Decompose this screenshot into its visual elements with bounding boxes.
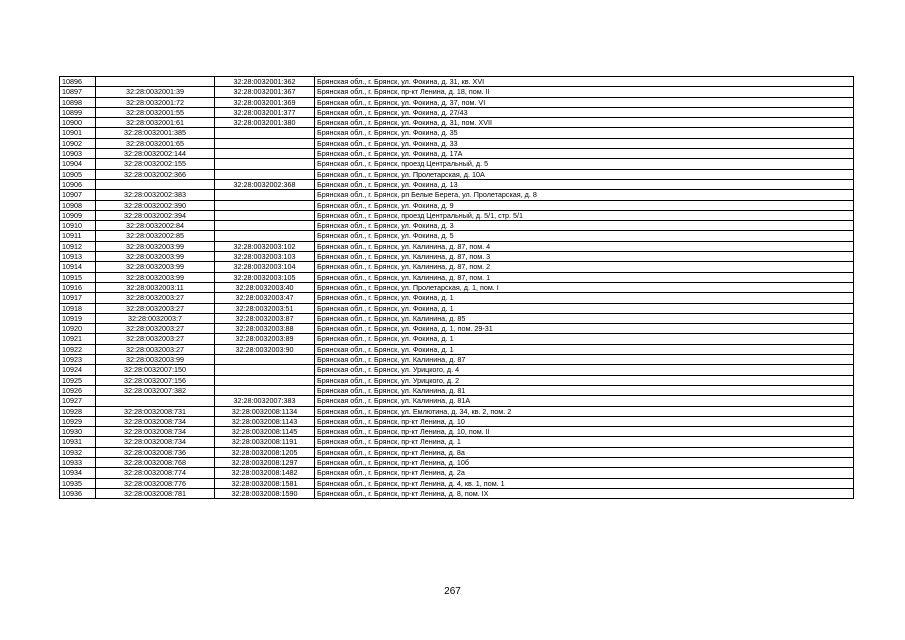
address-cell: Брянская обл., г. Брянск, проезд Центральный, д. 5/1, стр. 5/1: [315, 210, 854, 220]
address-cell: Брянская обл., г. Брянск, ул. Фокина, д. 27/43: [315, 107, 854, 117]
address-cell: Брянская обл., г. Брянск, ул. Фокина, д. 13: [315, 179, 854, 189]
table-row: [60, 272, 854, 282]
parcel-number-cell: 32:28:0032003:99: [96, 241, 215, 251]
parcel-number-cell: 32:28:0032008:774: [96, 468, 215, 478]
table-row: [60, 118, 854, 128]
object-number-cell: [215, 169, 315, 179]
table-row: [60, 488, 854, 498]
object-number-cell: 32:28:0032003:47: [215, 293, 315, 303]
parcel-number-cell: 32:28:0032001:72: [96, 97, 215, 107]
table-row: [60, 262, 854, 272]
parcel-number-cell: 32:28:0032008:734: [96, 416, 215, 426]
row-number-cell: 10897: [60, 87, 96, 97]
row-number-cell: 10921: [60, 334, 96, 344]
parcel-number-cell: 32:28:0032008:781: [96, 488, 215, 498]
address-cell: Брянская обл., г. Брянск, ул. Фокина, д. 1, пом. 29-31: [315, 324, 854, 334]
row-number-cell: 10930: [60, 427, 96, 437]
row-number-cell: 10916: [60, 282, 96, 292]
parcel-number-cell: 32:28:0032001:61: [96, 118, 215, 128]
parcel-number-cell: 32:28:0032003:27: [96, 344, 215, 354]
parcel-number-cell: 32:28:0032008:734: [96, 437, 215, 447]
parcel-number-cell: 32:28:0032008:776: [96, 478, 215, 488]
object-number-cell: 32:28:0032003:102: [215, 241, 315, 251]
object-number-cell: 32:28:0032008:1145: [215, 427, 315, 437]
address-cell: Брянская обл., г. Брянск, ул. Фокина, д. 33: [315, 138, 854, 148]
table-row: [60, 365, 854, 375]
row-number-cell: 10925: [60, 375, 96, 385]
address-cell: Брянская обл., г. Брянск, ул. Фокина, д. 1: [315, 303, 854, 313]
object-number-cell: 32:28:0032003:104: [215, 262, 315, 272]
table-row: [60, 210, 854, 220]
object-number-cell: [215, 149, 315, 159]
parcel-number-cell: 32:28:0032003:27: [96, 334, 215, 344]
address-cell: Брянская обл., г. Брянск, ул. Фокина, д. 35: [315, 128, 854, 138]
object-number-cell: 32:28:0032003:90: [215, 344, 315, 354]
row-number-cell: 10931: [60, 437, 96, 447]
parcel-number-cell: [96, 77, 215, 87]
address-cell: Брянская обл., г. Брянск, ул. Калинина, д. 87, пом. 2: [315, 262, 854, 272]
object-number-cell: [215, 385, 315, 395]
address-cell: Брянская обл., г. Брянск, пр-кт Ленина, д. 10, пом. II: [315, 427, 854, 437]
row-number-cell: 10935: [60, 478, 96, 488]
object-number-cell: 32:28:0032001:362: [215, 77, 315, 87]
row-number-cell: 10924: [60, 365, 96, 375]
row-number-cell: 10920: [60, 324, 96, 334]
row-number-cell: 10896: [60, 77, 96, 87]
parcel-number-cell: 32:28:0032003:99: [96, 252, 215, 262]
table-row: [60, 457, 854, 467]
table-row: [60, 87, 854, 97]
object-number-cell: 32:28:0032003:103: [215, 252, 315, 262]
row-number-cell: 10910: [60, 221, 96, 231]
address-cell: Брянская обл., г. Брянск, ул. Фокина, д. 1: [315, 334, 854, 344]
object-number-cell: 32:28:0032008:1191: [215, 437, 315, 447]
object-number-cell: [215, 365, 315, 375]
row-number-cell: 10908: [60, 200, 96, 210]
parcel-number-cell: 32:28:0032003:7: [96, 313, 215, 323]
object-number-cell: 32:28:0032003:40: [215, 282, 315, 292]
table-row: [60, 252, 854, 262]
object-number-cell: 32:28:0032001:380: [215, 118, 315, 128]
row-number-cell: 10936: [60, 488, 96, 498]
row-number-cell: 10934: [60, 468, 96, 478]
table-row: [60, 447, 854, 457]
address-cell: Брянская обл., г. Брянск, ул. Урицкого, д. 4: [315, 365, 854, 375]
object-number-cell: 32:28:0032008:1297: [215, 457, 315, 467]
table-row: [60, 334, 854, 344]
row-number-cell: 10907: [60, 190, 96, 200]
row-number-cell: 10911: [60, 231, 96, 241]
parcel-number-cell: 32:28:0032002:383: [96, 190, 215, 200]
table-row: [60, 375, 854, 385]
parcel-number-cell: 32:28:0032001:39: [96, 87, 215, 97]
address-cell: Брянская обл., г. Брянск, пр-кт Ленина, д. 1: [315, 437, 854, 447]
table-row: [60, 149, 854, 159]
object-number-cell: 32:28:0032003:89: [215, 334, 315, 344]
parcel-number-cell: 32:28:0032007:150: [96, 365, 215, 375]
object-number-cell: 32:28:0032003:87: [215, 313, 315, 323]
table-row: [60, 344, 854, 354]
parcel-number-cell: 32:28:0032002:394: [96, 210, 215, 220]
row-number-cell: 10898: [60, 97, 96, 107]
address-cell: Брянская обл., г. Брянск, пр-кт Ленина, д. 8, пом. IX: [315, 488, 854, 498]
address-cell: Брянская обл., г. Брянск, ул. Фокина, д. 37, пом. VI: [315, 97, 854, 107]
object-number-cell: [215, 355, 315, 365]
parcel-number-cell: 32:28:0032003:27: [96, 303, 215, 313]
address-cell: Брянская обл., г. Брянск, ул. Фокина, д. 1: [315, 344, 854, 354]
row-number-cell: 10905: [60, 169, 96, 179]
address-cell: Брянская обл., г. Брянск, ул. Фокина, д. 5: [315, 231, 854, 241]
object-number-cell: [215, 159, 315, 169]
address-cell: Брянская обл., г. Брянск, ул. Емлютина, д. 34, кв. 2, пом. 2: [315, 406, 854, 416]
address-cell: Брянская обл., г. Брянск, пр-кт Ленина, д. 10: [315, 416, 854, 426]
row-number-cell: 10927: [60, 396, 96, 406]
row-number-cell: 10926: [60, 385, 96, 395]
object-number-cell: 32:28:0032001:369: [215, 97, 315, 107]
table-row: [60, 396, 854, 406]
address-cell: Брянская обл., г. Брянск, ул. Фокина, д. 31, пом. XVII: [315, 118, 854, 128]
parcel-number-cell: 32:28:0032003:99: [96, 262, 215, 272]
parcel-number-cell: 32:28:0032002:366: [96, 169, 215, 179]
address-cell: Брянская обл., г. Брянск, ул. Фокина, д. 9: [315, 200, 854, 210]
parcel-number-cell: 32:28:0032001:65: [96, 138, 215, 148]
address-cell: Брянская обл., г. Брянск, ул. Урицкого, д. 2: [315, 375, 854, 385]
table-row: [60, 385, 854, 395]
object-number-cell: [215, 221, 315, 231]
parcel-number-cell: 32:28:0032001:385: [96, 128, 215, 138]
row-number-cell: 10909: [60, 210, 96, 220]
object-number-cell: 32:28:0032008:1581: [215, 478, 315, 488]
object-number-cell: [215, 138, 315, 148]
property-table-body: [60, 77, 854, 499]
object-number-cell: 32:28:0032008:1482: [215, 468, 315, 478]
parcel-number-cell: 32:28:0032007:156: [96, 375, 215, 385]
object-number-cell: 32:28:0032003:51: [215, 303, 315, 313]
table-row: [60, 406, 854, 416]
address-cell: Брянская обл., г. Брянск, ул. Фокина, д. 31, кв. XVI: [315, 77, 854, 87]
row-number-cell: 10903: [60, 149, 96, 159]
row-number-cell: 10902: [60, 138, 96, 148]
parcel-number-cell: 32:28:0032003:11: [96, 282, 215, 292]
parcel-number-cell: [96, 396, 215, 406]
row-number-cell: 10906: [60, 179, 96, 189]
row-number-cell: 10918: [60, 303, 96, 313]
address-cell: Брянская обл., г. Брянск, ул. Калинина, д. 81А: [315, 396, 854, 406]
row-number-cell: 10932: [60, 447, 96, 457]
row-number-cell: 10933: [60, 457, 96, 467]
row-number-cell: 10928: [60, 406, 96, 416]
object-number-cell: 32:28:0032002:368: [215, 179, 315, 189]
table-row: [60, 282, 854, 292]
address-cell: Брянская обл., г. Брянск, рп Белые Берега, ул. Пролетарская, д. 8: [315, 190, 854, 200]
row-number-cell: 10912: [60, 241, 96, 251]
row-number-cell: 10929: [60, 416, 96, 426]
row-number-cell: 10917: [60, 293, 96, 303]
row-number-cell: 10915: [60, 272, 96, 282]
row-number-cell: 10901: [60, 128, 96, 138]
table-row: [60, 128, 854, 138]
table-row: [60, 478, 854, 488]
parcel-number-cell: 32:28:0032003:99: [96, 272, 215, 282]
parcel-number-cell: 32:28:0032002:144: [96, 149, 215, 159]
table-row: [60, 179, 854, 189]
object-number-cell: [215, 210, 315, 220]
row-number-cell: 10900: [60, 118, 96, 128]
property-table: [59, 76, 854, 499]
object-number-cell: [215, 375, 315, 385]
address-cell: Брянская обл., г. Брянск, пр-кт Ленина, д. 4, кв. 1, пом. 1: [315, 478, 854, 488]
row-number-cell: 10923: [60, 355, 96, 365]
table-row: [60, 107, 854, 117]
address-cell: Брянская обл., г. Брянск, ул. Фокина, д. 17А: [315, 149, 854, 159]
address-cell: Брянская обл., г. Брянск, ул. Калинина, д. 81: [315, 385, 854, 395]
table-row: [60, 221, 854, 231]
parcel-number-cell: 32:28:0032002:155: [96, 159, 215, 169]
table-row: [60, 138, 854, 148]
table-row: [60, 200, 854, 210]
object-number-cell: [215, 128, 315, 138]
table-row: [60, 468, 854, 478]
table-row: [60, 427, 854, 437]
table-row: [60, 416, 854, 426]
parcel-number-cell: 32:28:0032002:390: [96, 200, 215, 210]
parcel-number-cell: 32:28:0032008:734: [96, 427, 215, 437]
parcel-number-cell: [96, 179, 215, 189]
object-number-cell: 32:28:0032008:1590: [215, 488, 315, 498]
row-number-cell: 10913: [60, 252, 96, 262]
address-cell: Брянская обл., г. Брянск, ул. Калинина, д. 87: [315, 355, 854, 365]
table-row: [60, 355, 854, 365]
table-row: [60, 231, 854, 241]
page-number: 267: [444, 586, 461, 597]
parcel-number-cell: 32:28:0032008:736: [96, 447, 215, 457]
parcel-number-cell: 32:28:0032007:382: [96, 385, 215, 395]
address-cell: Брянская обл., г. Брянск, ул. Пролетарская, д. 10А: [315, 169, 854, 179]
object-number-cell: 32:28:0032007:383: [215, 396, 315, 406]
parcel-number-cell: 32:28:0032003:27: [96, 293, 215, 303]
object-number-cell: 32:28:0032001:377: [215, 107, 315, 117]
address-cell: Брянская обл., г. Брянск, ул. Калинина, д. 85: [315, 313, 854, 323]
object-number-cell: 32:28:0032008:1205: [215, 447, 315, 457]
table-row: [60, 313, 854, 323]
address-cell: Брянская обл., г. Брянск, ул. Калинина, д. 87, пом. 3: [315, 252, 854, 262]
table-row: [60, 324, 854, 334]
table-row: [60, 77, 854, 87]
object-number-cell: 32:28:0032001:367: [215, 87, 315, 97]
object-number-cell: 32:28:0032008:1143: [215, 416, 315, 426]
object-number-cell: 32:28:0032003:88: [215, 324, 315, 334]
row-number-cell: 10922: [60, 344, 96, 354]
row-number-cell: 10899: [60, 107, 96, 117]
table-row: [60, 190, 854, 200]
parcel-number-cell: 32:28:0032002:85: [96, 231, 215, 241]
address-cell: Брянская обл., г. Брянск, пр-кт Ленина, д. 8а: [315, 447, 854, 457]
table-row: [60, 159, 854, 169]
parcel-number-cell: 32:28:0032008:768: [96, 457, 215, 467]
object-number-cell: 32:28:0032003:105: [215, 272, 315, 282]
object-number-cell: [215, 231, 315, 241]
parcel-number-cell: 32:28:0032003:99: [96, 355, 215, 365]
address-cell: Брянская обл., г. Брянск, ул. Калинина, д. 87, пом. 4: [315, 241, 854, 251]
row-number-cell: 10919: [60, 313, 96, 323]
row-number-cell: 10914: [60, 262, 96, 272]
parcel-number-cell: 32:28:0032008:731: [96, 406, 215, 416]
address-cell: Брянская обл., г. Брянск, пр-кт Ленина, д. 2а: [315, 468, 854, 478]
address-cell: Брянская обл., г. Брянск, пр-кт Ленина, д. 18, пом. II: [315, 87, 854, 97]
table-row: [60, 437, 854, 447]
parcel-number-cell: 32:28:0032002:84: [96, 221, 215, 231]
address-cell: Брянская обл., г. Брянск, ул. Фокина, д. 3: [315, 221, 854, 231]
address-cell: Брянская обл., г. Брянск, ул. Пролетарская, д. 1, пом. I: [315, 282, 854, 292]
object-number-cell: [215, 200, 315, 210]
object-number-cell: 32:28:0032008:1134: [215, 406, 315, 416]
object-number-cell: [215, 190, 315, 200]
address-cell: Брянская обл., г. Брянск, ул. Фокина, д. 1: [315, 293, 854, 303]
table-row: [60, 241, 854, 251]
parcel-number-cell: 32:28:0032001:55: [96, 107, 215, 117]
row-number-cell: 10904: [60, 159, 96, 169]
parcel-number-cell: 32:28:0032003:27: [96, 324, 215, 334]
address-cell: Брянская обл., г. Брянск, ул. Калинина, д. 87, пом. 1: [315, 272, 854, 282]
table-row: [60, 303, 854, 313]
table-row: [60, 169, 854, 179]
table-row: [60, 293, 854, 303]
table-row: [60, 97, 854, 107]
address-cell: Брянская обл., г. Брянск, пр-кт Ленина, д. 10б: [315, 457, 854, 467]
address-cell: Брянская обл., г. Брянск, проезд Центральный, д. 5: [315, 159, 854, 169]
